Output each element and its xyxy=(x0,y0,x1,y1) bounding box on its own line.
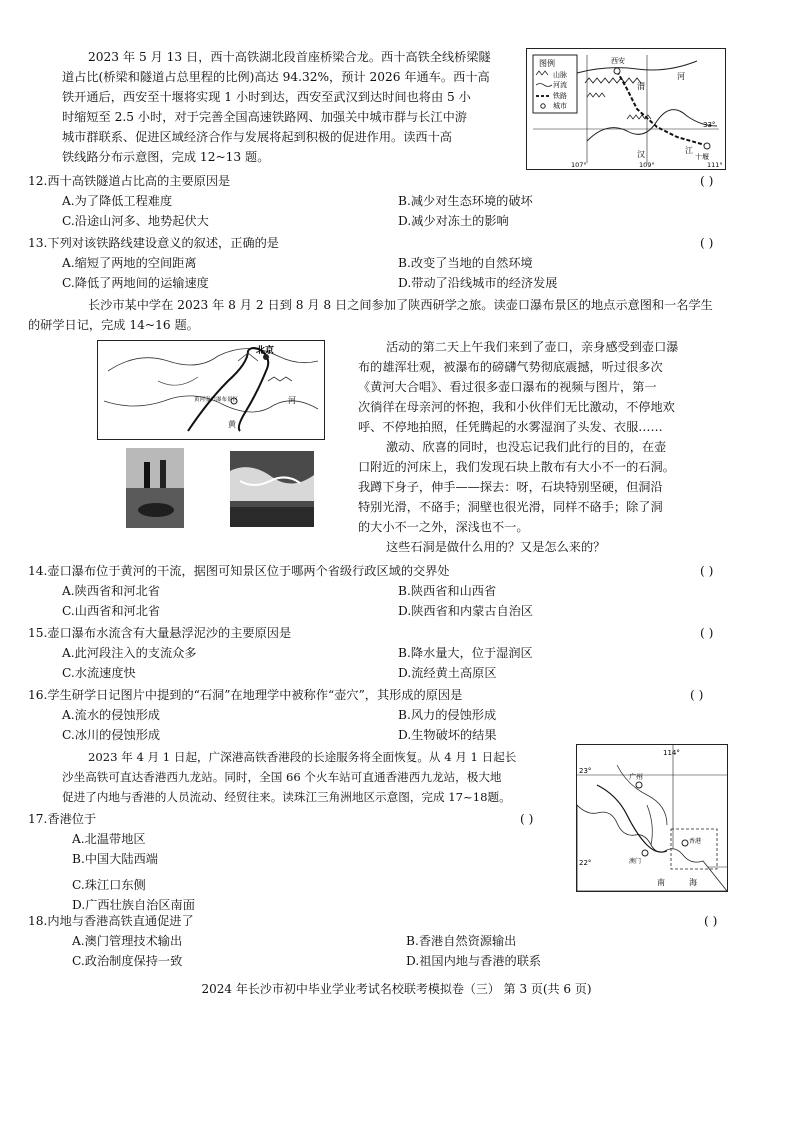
option[interactable]: B.风力的侵蚀形成 xyxy=(398,708,497,722)
option[interactable]: D.广西壮族自治区南面 xyxy=(72,898,195,912)
legend-title: 图例 xyxy=(539,59,555,68)
option[interactable]: D.减少对冻土的影响 xyxy=(398,214,509,228)
diary-line: 这些石洞是做什么用的？又是怎么来的？ xyxy=(386,540,606,554)
intro-line: 铁开通后，西安至十堰将实现 1 小时到达，西安至武汉到达时间也将由 5 小 xyxy=(62,90,471,104)
option[interactable]: A.澳门管理技术输出 xyxy=(72,934,183,948)
option[interactable]: C.珠江口东侧 xyxy=(72,878,146,892)
diary-line: 口附近的河床上，我们发现石块上散布有大小不一的石洞。 xyxy=(358,460,675,474)
option[interactable]: D.祖国内地与香港的联系 xyxy=(406,954,542,968)
svg-text:111°: 111° xyxy=(707,161,723,169)
svg-text:北京: 北京 xyxy=(256,346,275,356)
question-stem: 15.壶口瀑布水流含有大量悬浮泥沙的主要原因是 xyxy=(28,626,292,640)
intro-line: 沙坐高铁可直达香港西九龙站。同时，全国 66 个火车站可直通香港西九龙站，极大地 xyxy=(62,770,502,784)
question-stem: 17.香港位于 xyxy=(28,812,97,826)
svg-text:河: 河 xyxy=(677,72,685,81)
svg-text:山脉: 山脉 xyxy=(553,71,567,79)
svg-text:河: 河 xyxy=(288,396,296,405)
answer-paren[interactable]: ( ) xyxy=(520,812,534,826)
diary-line: 我蹲下身子，伸手——探去：呀，石块特别坚硬，但洞沿 xyxy=(358,480,663,494)
intro-line: 城市群联系、促进区域经济合作与发展将起到积极的促进作用。读西十高 xyxy=(62,130,452,144)
option[interactable]: B.中国大陆西端 xyxy=(72,852,158,866)
page-footer: 2024 年长沙市初中毕业学业考试名校联考模拟卷（三） 第 3 页(共 6 页) xyxy=(201,982,592,996)
diary-line: 次徜徉在母亲河的怀抱，我和小伙伴们无比激动，不停地欢 xyxy=(358,400,675,414)
svg-text:23°: 23° xyxy=(579,767,592,775)
svg-text:107°: 107° xyxy=(571,161,587,169)
option[interactable]: D.生物破坏的结果 xyxy=(398,728,497,742)
hukou-map xyxy=(97,340,325,440)
svg-text:汉: 汉 xyxy=(637,150,645,159)
svg-text:南: 南 xyxy=(657,878,665,887)
option[interactable]: B.香港自然资源输出 xyxy=(406,934,517,948)
diary-line: 布的雄浑壮观，被瀑布的磅礴气势彻底震撼，听过很多次 xyxy=(358,360,663,374)
answer-paren[interactable]: ( ) xyxy=(700,174,714,188)
svg-text:黄: 黄 xyxy=(228,420,236,429)
option[interactable]: C.水流速度快 xyxy=(62,666,136,680)
option[interactable]: A.此河段注入的支流众多 xyxy=(62,646,197,660)
question-stem: 12.西十高铁隧道占比高的主要原因是 xyxy=(28,174,231,188)
pothole-photo-1 xyxy=(126,448,184,528)
intro-line: 道占比(桥梁和隧道占总里程的比例)高达 94.32%，预计 2026 年通车。西十高 xyxy=(62,70,490,84)
svg-text:海: 海 xyxy=(689,878,697,887)
answer-paren[interactable]: ( ) xyxy=(690,688,704,702)
option[interactable]: C.山西省和河北省 xyxy=(62,604,161,618)
railway-map xyxy=(526,48,726,170)
option[interactable]: B.减少对生态环境的破坏 xyxy=(398,194,533,208)
option[interactable]: B.陕西省和山西省 xyxy=(398,584,497,598)
answer-paren[interactable]: ( ) xyxy=(700,626,714,640)
question-stem: 13.下列对该铁路线建设意义的叙述，正确的是 xyxy=(28,236,279,250)
option[interactable]: A.流水的侵蚀形成 xyxy=(62,708,160,722)
svg-text:22°: 22° xyxy=(579,859,592,867)
answer-paren[interactable]: ( ) xyxy=(700,236,714,250)
option[interactable]: B.改变了当地的自然环境 xyxy=(398,256,533,270)
svg-text:114°: 114° xyxy=(663,749,680,757)
diary-line: 激动、欣喜的同时，也没忘记我们此行的目的，在壶 xyxy=(386,440,667,454)
intro-line: 时缩短至 2.5 小时，对于完善全国高速铁路网、加强关中城市群与长江中游 xyxy=(62,110,467,124)
option[interactable]: D.陕西省和内蒙古自治区 xyxy=(398,604,534,618)
diary-line: 的大小不一之外，深浅也不一。 xyxy=(358,520,529,534)
svg-text:广州: 广州 xyxy=(629,773,643,781)
option[interactable]: B.降水量大，位于湿润区 xyxy=(398,646,533,660)
diary-line: 呼、不停地拍照，任凭腾起的水雾湿润了头发、衣服…… xyxy=(358,420,663,434)
answer-paren[interactable]: ( ) xyxy=(700,564,714,578)
svg-text:澳门: 澳门 xyxy=(629,858,642,865)
answer-paren[interactable]: ( ) xyxy=(704,914,718,928)
intro-line: 长沙市某中学在 2023 年 8 月 2 日到 8 月 8 日之间参加了陕西研学之旅。读壶口瀑布景区的地点示意图和一名学生 xyxy=(88,298,713,312)
intro-line: 2023 年 4 月 1 日起，广深港高铁香港段的长途服务将全面恢复。从 4 月 1 日起长 xyxy=(88,750,517,764)
diary-line: 特别光滑，不硌手；洞壁也很光滑，同样不硌手；除了洞 xyxy=(358,500,663,514)
svg-text:渭: 渭 xyxy=(637,82,645,91)
intro-line: 的研学日记，完成 14~16 题。 xyxy=(28,318,199,332)
diary-line: 活动的第二天上午我们来到了壶口，亲身感受到壶口瀑 xyxy=(386,340,679,354)
option[interactable]: A.北温带地区 xyxy=(72,832,146,846)
option[interactable]: C.沿途山河多、地势起伏大 xyxy=(62,214,209,228)
question-stem: 14.壶口瀑布位于黄河的干流，据图可知景区位于哪两个省级行政区域的交界处 xyxy=(28,564,450,578)
question-stem: 16.学生研学日记图片中提到的“石洞”在地理学中被称作“壶穴”，其形成的原因是 xyxy=(28,688,463,702)
svg-text:109°: 109° xyxy=(639,161,655,169)
option[interactable]: A.为了降低工程难度 xyxy=(62,194,173,208)
diary-line: 《黄河大合唱》、看过很多壶口瀑布的视频与图片，第一 xyxy=(358,380,657,394)
svg-text:十堰: 十堰 xyxy=(695,153,709,161)
intro-line: 铁线路分布示意图，完成 12~13 题。 xyxy=(62,150,270,164)
hukou-waterfall-photo xyxy=(230,451,314,527)
option[interactable]: C.政治制度保持一致 xyxy=(72,954,183,968)
option[interactable]: D.带动了沿线城市的经济发展 xyxy=(398,276,558,290)
svg-text:江: 江 xyxy=(685,146,693,155)
svg-text:城市: 城市 xyxy=(553,102,567,110)
svg-text:黄河壶口瀑布景区: 黄河壶口瀑布景区 xyxy=(194,397,239,403)
intro-line: 2023 年 5 月 13 日，西十高铁湖北段首座桥梁合龙。西十高铁全线桥梁隧 xyxy=(88,50,491,64)
question-stem: 18.内地与香港高铁直通促进了 xyxy=(28,914,194,928)
svg-text:香港: 香港 xyxy=(689,838,702,845)
option[interactable]: C.冰川的侵蚀形成 xyxy=(62,728,161,742)
intro-line: 促进了内地与香港的人员流动、经贸往来。读珠江三角洲地区示意图，完成 17~18题。 xyxy=(62,790,511,804)
svg-text:河流: 河流 xyxy=(553,81,567,89)
option[interactable]: D.流经黄土高原区 xyxy=(398,666,497,680)
option[interactable]: A.陕西省和河北省 xyxy=(62,584,160,598)
svg-text:33°: 33° xyxy=(703,121,716,129)
option[interactable]: C.降低了两地间的运输速度 xyxy=(62,276,209,290)
svg-text:西安: 西安 xyxy=(611,57,625,65)
option[interactable]: A.缩短了两地的空间距离 xyxy=(62,256,197,270)
pearl-river-delta-map xyxy=(576,744,728,892)
svg-text:铁路: 铁路 xyxy=(553,92,567,100)
